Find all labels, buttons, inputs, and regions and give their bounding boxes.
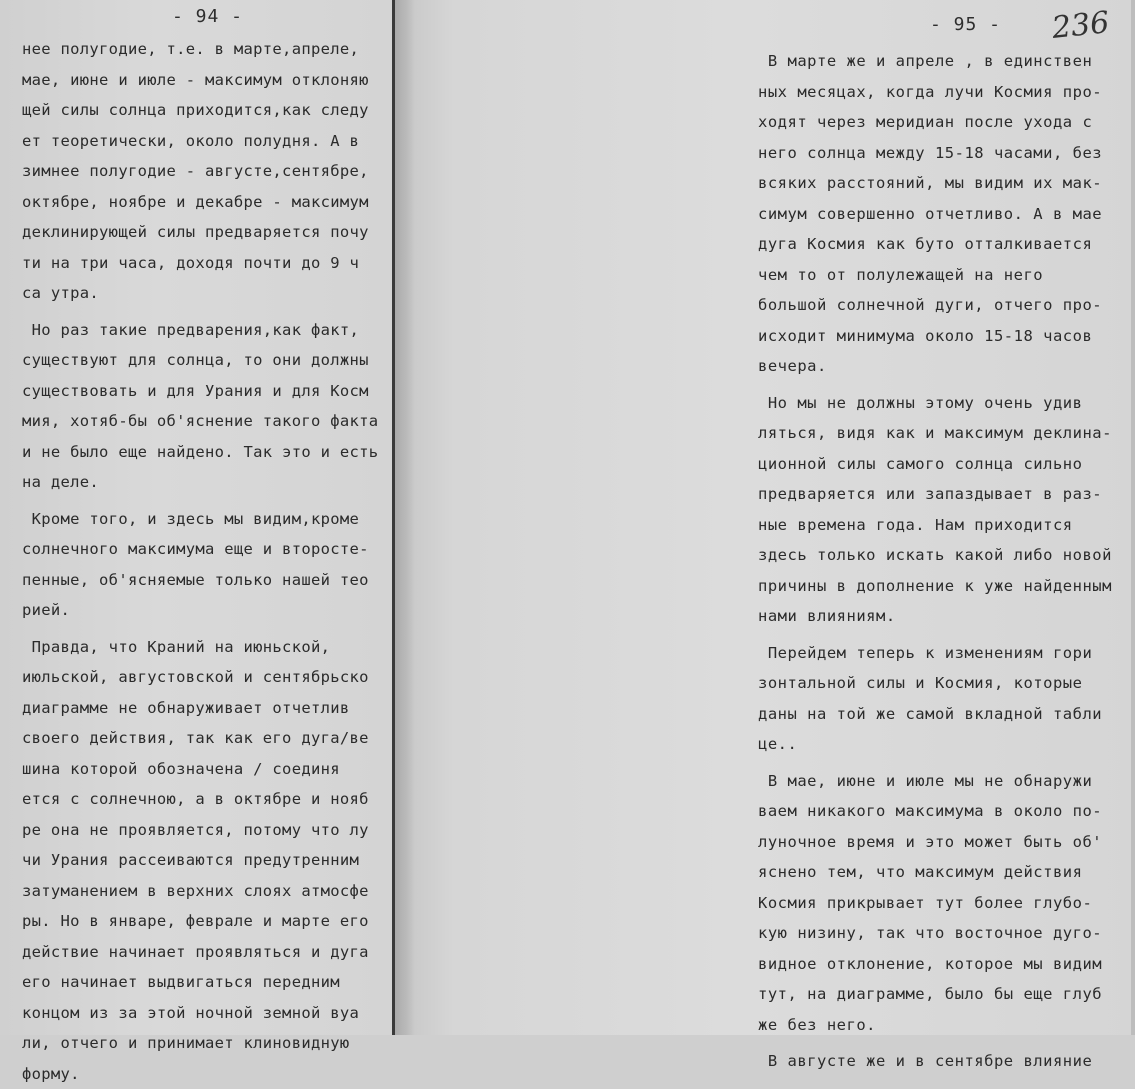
text-line: В августе же и в сентябре влияние	[758, 1046, 1112, 1077]
text-line: его начинает выдвигаться передним	[22, 967, 378, 998]
text-line: существуют для солнца, то они должны	[22, 345, 378, 376]
right-page-edge	[1131, 0, 1135, 1035]
text-line: мае, июне и июле - максимум отклоняю	[22, 65, 378, 96]
text-line: форму.	[22, 1059, 378, 1089]
text-line: исходит минимума около 15-18 часов	[758, 321, 1112, 352]
text-line: солнечного максимума еще и второсте-	[22, 534, 378, 565]
text-line: ляться, видя как и максимум деклина-	[758, 418, 1112, 449]
archive-page-number: 236	[1050, 5, 1111, 46]
text-line: него солнца между 15-18 часами, без	[758, 138, 1112, 169]
text-line: кую низину, так что восточное дуго-	[758, 918, 1112, 949]
text-line: ется с солнечною, а в октябре и нояб	[22, 784, 378, 815]
text-line: Но раз такие предварения,как факт,	[22, 315, 378, 346]
text-line: В марте же и апреле , в единствен	[758, 46, 1112, 77]
right-page-text	[758, 46, 1112, 1077]
text-line: вечера.	[758, 351, 1112, 382]
text-line: действие начинает проявляться и дуга	[22, 937, 378, 968]
text-line: яснено тем, что максимум действия	[758, 857, 1112, 888]
text-line: Но мы не должны этому очень удив	[758, 388, 1112, 419]
text-line: це..	[758, 729, 1112, 760]
text-line: щей силы солнца приходится,как следу	[22, 95, 378, 126]
text-line: зонтальной силы и Космия, которые	[758, 668, 1112, 699]
text-line: луночное время и это может быть об'	[758, 827, 1112, 858]
text-line: концом из за этой ночной земной вуа	[22, 998, 378, 1029]
text-line: нами влияниям.	[758, 601, 1112, 632]
text-line: чем то от полулежащей на него	[758, 260, 1112, 291]
text-line: октябре, ноябре и декабре - максимум	[22, 187, 378, 218]
text-line: Правда, что Краний на июньской,	[22, 632, 378, 663]
text-line: ет теоретически, около полудня. А в	[22, 126, 378, 157]
text-line: ционной силы самого солнца сильно	[758, 449, 1112, 480]
text-line: своего действия, так как его дуга/ве	[22, 723, 378, 754]
text-line: ли, отчего и принимает клиновидную	[22, 1028, 378, 1059]
text-line: ные времена года. Нам приходится	[758, 510, 1112, 541]
text-line: диаграмме не обнаруживает отчетлив	[22, 693, 378, 724]
text-line: ры. Но в январе, феврале и марте его	[22, 906, 378, 937]
text-line: шина которой обозначена / соединя	[22, 754, 378, 785]
text-line: симум совершенно отчетливо. А в мае	[758, 199, 1112, 230]
text-line: В мае, июне и июле мы не обнаружи	[758, 766, 1112, 797]
text-line: причины в дополнение к уже найденным	[758, 571, 1112, 602]
right-page-number: - 95 -	[930, 14, 1001, 35]
text-line: Кроме того, и здесь мы видим,кроме	[22, 504, 378, 535]
text-line: предваряется или запаздывает в раз-	[758, 479, 1112, 510]
text-line: ходят через меридиан после ухода с	[758, 107, 1112, 138]
text-line: рией.	[22, 595, 378, 626]
text-line: ных месяцах, когда лучи Космия про-	[758, 77, 1112, 108]
left-page-number: - 94 -	[172, 6, 243, 27]
text-line: мия, хотяб-бы об'яснение такого факта	[22, 406, 378, 437]
text-line: ре она не проявляется, потому что лу	[22, 815, 378, 846]
text-line: ваем никакого максимума в около по-	[758, 796, 1112, 827]
text-line: тут, на диаграмме, было бы еще глуб	[758, 979, 1112, 1010]
left-page-text	[22, 34, 378, 1089]
text-line: и не было еще найдено. Так это и есть	[22, 437, 378, 468]
text-line: существовать и для Урания и для Косм	[22, 376, 378, 407]
text-line: пенные, об'ясняемые только нашей тео	[22, 565, 378, 596]
text-line: июльской, августовской и сентябрьско	[22, 662, 378, 693]
text-line: деклинирующей силы предваряется почу	[22, 217, 378, 248]
text-line: зимнее полугодие - августе,сентябре,	[22, 156, 378, 187]
text-line: на деле.	[22, 467, 378, 498]
text-line: видное отклонение, которое мы видим	[758, 949, 1112, 980]
text-line: Перейдем теперь к изменениям гори	[758, 638, 1112, 669]
text-line: чи Урания рассеиваются предутренним	[22, 845, 378, 876]
text-line: же без него.	[758, 1010, 1112, 1041]
text-line: здесь только искать какой либо новой	[758, 540, 1112, 571]
text-line: даны на той же самой вкладной табли	[758, 699, 1112, 730]
text-line: всяких расстояний, мы видим их мак-	[758, 168, 1112, 199]
text-line: Космия прикрывает тут более глубо-	[758, 888, 1112, 919]
text-line: затуманением в верхних слоях атмосфе	[22, 876, 378, 907]
text-line: ти на три часа, доходя почти до 9 ч	[22, 248, 378, 279]
text-line: дуга Космия как буто отталкивается	[758, 229, 1112, 260]
text-line: са утра.	[22, 278, 378, 309]
text-line: большой солнечной дуги, отчего про-	[758, 290, 1112, 321]
text-line: нее полугодие, т.е. в марте,апреле,	[22, 34, 378, 65]
